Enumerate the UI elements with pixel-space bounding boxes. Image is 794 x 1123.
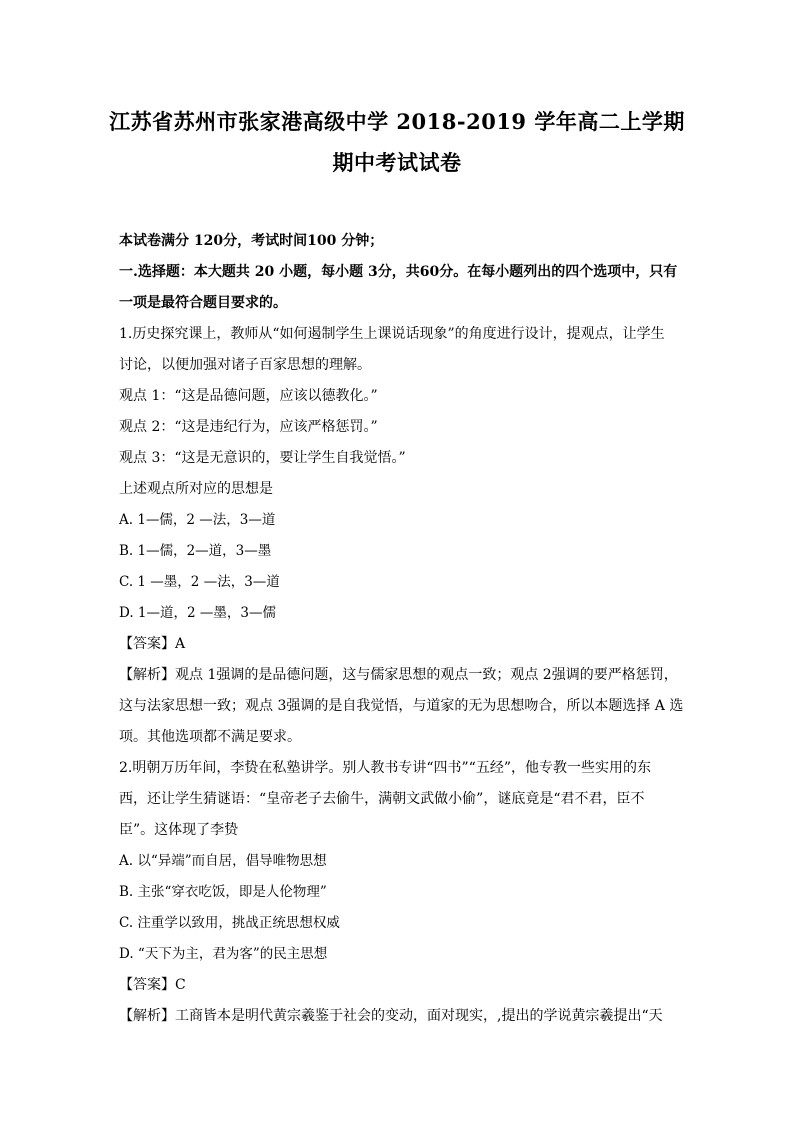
q2-option-b: B. 主张“穿衣吃饭，即是人伦物理” [119, 884, 327, 900]
q1-option-c: C. 1 —墨，2 —法，3—道 [119, 574, 280, 590]
exam-intro: 本试卷满分 120分，考试时间100 分钟； [119, 233, 384, 249]
q1-stem-line1: 1.历史探究课上，教师从“如何遏制学生上课说话现象”的角度进行设计，提观点，让学生 [119, 326, 665, 342]
q1-option-d: D. 1—道，2 —墨，3—儒 [119, 605, 276, 621]
q1-analysis-line2: 这与法家思想一致；观点 3强调的是自我觉悟，与道家的无为思想吻合，所以本题选择 A 选 [119, 698, 684, 714]
q1-view2: 观点 2：“这是违纪行为，应该严格惩罚。” [119, 419, 378, 435]
q2-answer: 【答案】C [119, 977, 186, 993]
q2-option-c: C. 注重学以致用，挑战正统思想权威 [119, 915, 340, 931]
q1-option-b: B. 1—儒，2—道，3—墨 [119, 543, 272, 559]
q1-analysis-line1: 【解析】观点 1强调的是品德问题，这与儒家思想的观点一致；观点 2强调的要严格惩罚， [119, 667, 678, 683]
q1-stem-line2: 讨论，以便加强对诸子百家思想的理解。 [119, 357, 371, 373]
q2-option-a: A. 以“异端”而自居，倡导唯物思想 [119, 853, 327, 869]
section-instruction-line2: 一项是最符合题目要求的。 [119, 295, 287, 311]
q2-option-d: D. “天下为主，君为客”的民主思想 [119, 946, 328, 962]
q1-view1: 观点 1：“这是品德问题，应该以德教化。” [119, 388, 378, 404]
q2-analysis-line1: 【解析】工商皆本是明代黄宗羲鉴于社会的变动，面对现实，,提出的学说黄宗羲提出“天 [119, 1008, 663, 1024]
q2-stem-line3: 臣”。这体现了李贽 [119, 822, 239, 838]
document-title-line1: 江苏省苏州市张家港高级中学 2018-2019 学年高二上学期 [109, 109, 685, 134]
document-title-line2: 期中考试试卷 [332, 150, 462, 175]
q1-view3: 观点 3：“这是无意识的，要让学生自我觉悟。” [119, 450, 406, 466]
section-instruction-line1: 一.选择题：本大题共 20 小题，每小题 3分，共60分。在每小题列出的四个选项中，只有 [119, 264, 678, 280]
document-body [119, 226, 684, 1032]
q1-analysis-line3: 项。其他选项都不满足要求。 [119, 729, 301, 745]
q1-option-a: A. 1—儒，2 —法，3—道 [119, 512, 276, 528]
q1-answer: 【答案】A [119, 636, 186, 652]
q2-stem-line2: 西，还让学生猜谜语：“皇帝老子去偷牛，满朝文武做小偷”，谜底竟是“君不君，臣不 [119, 791, 645, 807]
q2-stem-line1: 2.明朝万历年间，李贽在私塾讲学。别人教书专讲“四书”“五经”，他专教一些实用的东 [119, 760, 651, 776]
q1-question: 上述观点所对应的思想是 [119, 481, 273, 497]
